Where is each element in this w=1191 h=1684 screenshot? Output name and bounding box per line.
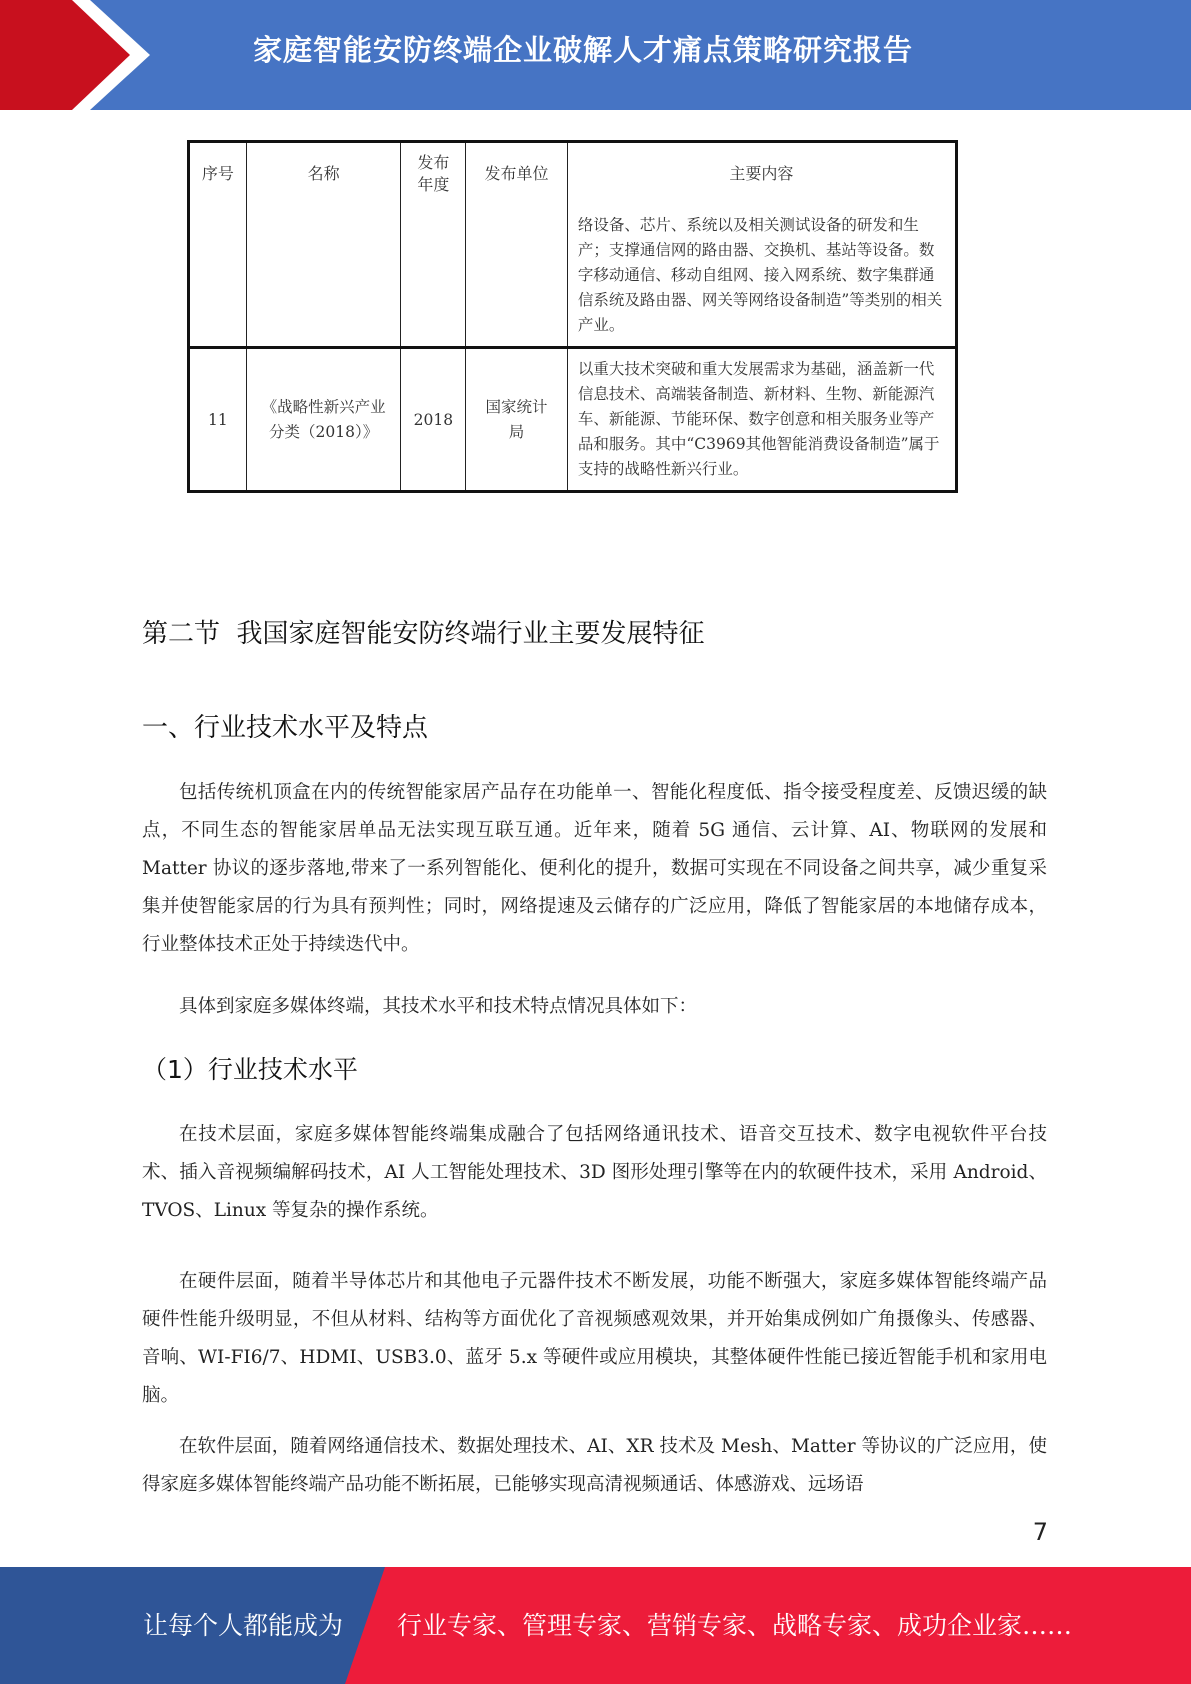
header-index: 序号 <box>189 142 247 206</box>
table-row <box>189 348 957 492</box>
table-row <box>189 205 957 348</box>
policy-table-container <box>187 140 958 493</box>
paragraph: 具体到家庭多媒体终端，其技术水平和技术特点情况具体如下： <box>179 996 698 1017</box>
cell-publisher <box>466 205 568 348</box>
section-title: 第二节 我国家庭智能安防终端行业主要发展特征 <box>142 619 705 649</box>
header-title: 家庭智能安防终端企业破解人才痛点策略研究报告 <box>253 33 914 67</box>
page-number: 7 <box>1032 1518 1048 1546</box>
cell-content: 络设备、芯片、系统以及相关测试设备的研发和生产；支撑通信网的路由器、交换机、基站等设备。数字移动通信、移动自组网、接入网系统、数字集群通信系统及路由器、网关等网络设备制造”等类别的相关产业。 <box>567 205 956 348</box>
policy-table <box>187 140 958 493</box>
cell-index: 11 <box>189 348 247 492</box>
subsubsection-title: （1）行业技术水平 <box>142 1055 358 1084</box>
footer-slogan-left: 让每个人都能成为 <box>143 1611 344 1640</box>
cell-year: 2018 <box>401 348 466 492</box>
header-year <box>401 142 466 206</box>
page-footer <box>0 1567 1191 1684</box>
header-content: 主要内容 <box>567 142 956 206</box>
header-name: 名称 <box>246 142 401 206</box>
cell-name <box>246 205 401 348</box>
subsection-title: 一、行业技术水平及特点 <box>142 713 429 743</box>
paragraph: 在技术层面，家庭多媒体智能终端集成融合了包括网络通讯技术、语音交互技术、数字电视软件平台技术、插入音视频编解码技术，AI 人工智能处理技术、3D 图形处理引擎等在内的软硬件技术，采用 Android、TVOS、Linux 等复杂的操作系统。 <box>142 1124 1047 1221</box>
cell-index <box>189 205 247 348</box>
page-header <box>0 0 1191 110</box>
paragraph: 在软件层面，随着网络通信技术、数据处理技术、AI、XR 技术及 Mesh、Matter 等协议的广泛应用，使得家庭多媒体智能终端产品功能不断拓展，已能够实现高清视频通话、体感游戏、远场语 <box>142 1436 1047 1495</box>
cell-name: 《战略性新兴产业分类（2018）》 <box>246 348 401 492</box>
header-year-label: 发布 年度 <box>417 153 450 194</box>
paragraph: 在硬件层面，随着半导体芯片和其他电子元器件技术不断发展，功能不断强大，家庭多媒体智能终端产品硬件性能升级明显，不但从材料、结构等方面优化了音视频感观效果，并开始集成例如广角摄像头、传感器、音响、WI-FI6/7、HDMI、USB3.0、蓝牙 5.x 等硬件或应用模块，其整体硬件性能已接近智能手机和家用电脑。 <box>142 1271 1047 1406</box>
paragraph: 包括传统机顶盒在内的传统智能家居产品存在功能单一、智能化程度低、指令接受程度差、反馈迟缓的缺点，不同生态的智能家居单品无法实现互联互通。近年来，随着 5G 通信、云计算、AI、物联网的发展和 Matter 协议的逐步落地,带来了一系列智能化、便利化的提升，数据可实现在不同设备之间共享，减少重复采集并使智能家居的行为具有预判性；同时，网络提速及云储存的广泛应用，降低了智能家居的本地储存成本，行业整体技术正处于持续迭代中。 <box>142 782 1047 955</box>
cell-year <box>401 205 466 348</box>
cell-content: 以重大技术突破和重大发展需求为基础，涵盖新一代信息技术、高端装备制造、新材料、生物、新能源汽车、新能源、节能环保、数字创意和相关服务业等产品和服务。其中“C3969其他智能消费设备制造”属于支持的战略性新兴行业。 <box>567 348 956 492</box>
cell-publisher: 国家统计局 <box>466 348 568 492</box>
footer-slogan-right: 行业专家、管理专家、营销专家、战略专家、成功企业家…… <box>397 1611 1073 1640</box>
table-header-row <box>189 142 957 206</box>
header-publisher: 发布单位 <box>466 142 568 206</box>
